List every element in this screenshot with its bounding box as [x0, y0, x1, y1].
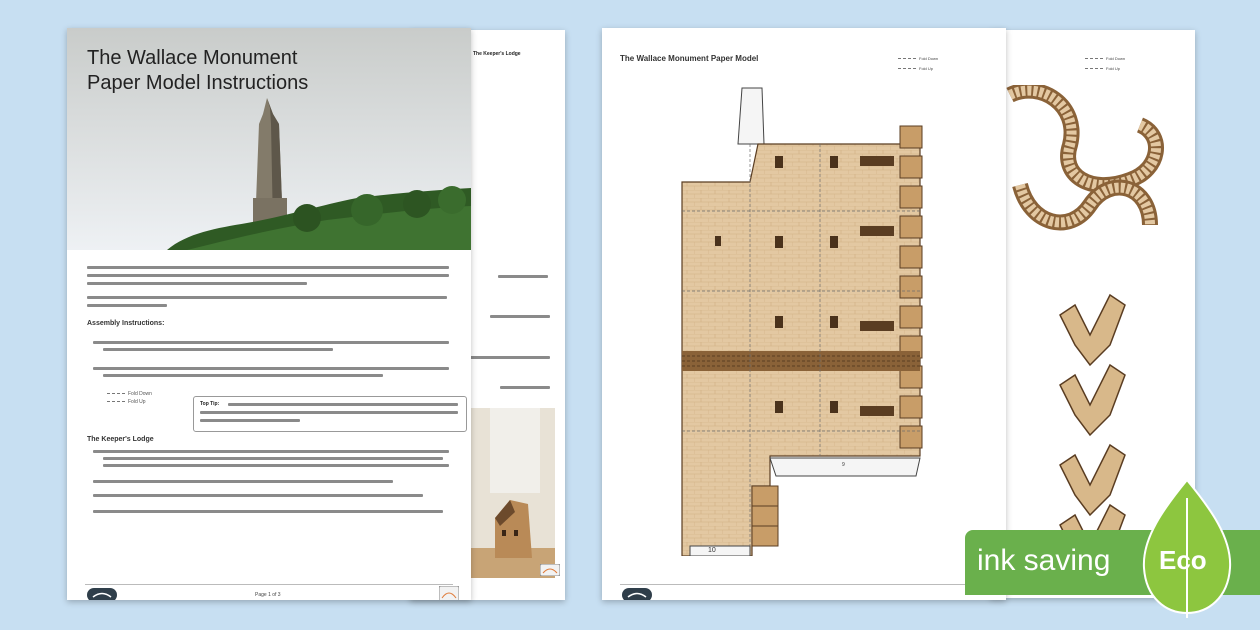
- tab-label-10: 10: [708, 547, 716, 554]
- text-line: [490, 315, 550, 318]
- title-line-1: The Wallace Monument: [87, 47, 298, 69]
- tab-label-9: 9: [842, 462, 845, 468]
- fold-up-label: Fold Up: [919, 66, 934, 71]
- step-text-line: [103, 374, 383, 377]
- template-title: The Wallace Monument Paper Model: [620, 54, 759, 63]
- step-text-line: [93, 480, 393, 483]
- eco-label: Eco: [1159, 545, 1207, 575]
- twinkl-logo: [540, 564, 560, 576]
- template-page-1: [602, 28, 1006, 600]
- intro-text-line: [87, 282, 307, 285]
- text-line: [470, 356, 550, 359]
- fold-down-legend: [898, 56, 938, 61]
- footer-divider: [620, 584, 988, 585]
- fold-down-label: Fold Down: [128, 391, 152, 397]
- back-page-header: The Keeper's Lodge: [473, 51, 521, 57]
- publisher-logo: [439, 586, 459, 600]
- step-text-line: [103, 464, 449, 467]
- tip-text-line: [200, 411, 458, 414]
- title-line-2: Paper Model Instructions: [87, 72, 309, 94]
- keepers-lodge-heading: The Keeper's Lodge: [87, 436, 154, 443]
- fold-up-legend: [1085, 66, 1120, 71]
- page-title: [87, 46, 308, 96]
- step-text-line: [93, 494, 423, 497]
- tip-text-line: [228, 403, 458, 406]
- fold-up-legend: [107, 398, 146, 406]
- top-tip-box: [193, 396, 467, 432]
- assembly-heading: Assembly Instructions:: [87, 320, 165, 327]
- step-text-line: [93, 367, 449, 370]
- fold-down-label: Fold Down: [919, 56, 939, 61]
- footer-divider: [85, 584, 453, 585]
- fold-up-label: Fold Up: [128, 399, 146, 405]
- text-line: [498, 275, 548, 278]
- fold-down-legend: [107, 390, 152, 398]
- intro-text-line: [87, 304, 167, 307]
- intro-text-line: [87, 296, 447, 299]
- fold-down-label: Fold Down: [1106, 56, 1126, 61]
- intro-text-line: [87, 274, 449, 277]
- page-number: Page 1 of 3: [255, 592, 281, 598]
- fold-down-legend: [1085, 56, 1125, 61]
- tip-text-line: [200, 419, 300, 422]
- twinkl-logo: [87, 588, 117, 600]
- intro-text-line: [87, 266, 449, 269]
- top-tip-label: Top Tip:: [200, 401, 220, 407]
- text-line: [500, 386, 550, 389]
- step-text-line: [103, 348, 333, 351]
- instructions-page-1: [67, 28, 471, 600]
- fold-up-legend: [898, 66, 933, 71]
- twinkl-logo: [622, 588, 652, 600]
- monument-net: [680, 86, 930, 556]
- step-text-line: [93, 450, 449, 453]
- step-text-line: [93, 510, 443, 513]
- step-text-line: [93, 341, 449, 344]
- fold-up-label: Fold Up: [1106, 66, 1121, 71]
- model-photo: [470, 408, 555, 578]
- step-text-line: [103, 457, 443, 460]
- badge-text: ink saving: [977, 544, 1111, 577]
